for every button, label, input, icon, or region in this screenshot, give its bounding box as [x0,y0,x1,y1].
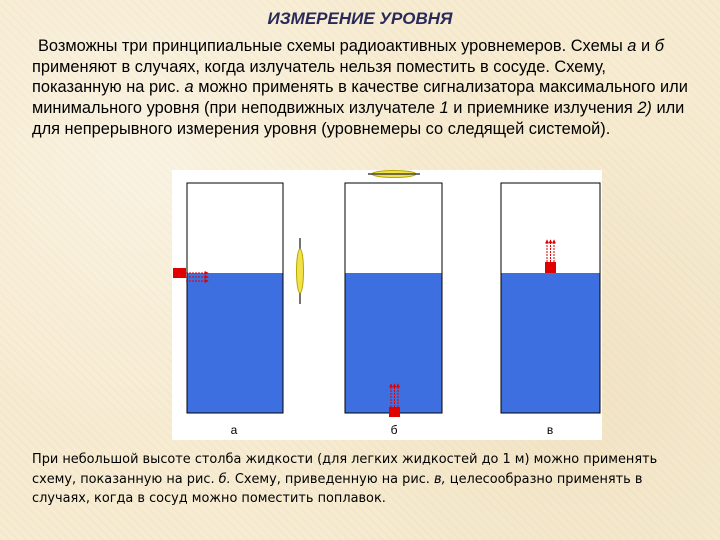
caption-paragraph [32,450,692,509]
tank-c-label: в [546,423,554,437]
detector-a-body [297,249,304,293]
tank-a-label: а [230,423,238,437]
caption-text-1: При небольшой высоте столба жидкости (для легких жидкостей до 1 м) можно применять схему, показанную на рис. [32,452,658,487]
intro-text-2: и [636,37,655,55]
caption-text-3: целесообразно применять в случаях, когда в сосуд можно поместить поплавок. [32,471,643,506]
page-title: ИЗМЕРЕНИЕ УРОВНЯ [267,9,453,28]
intro-text-6: или для непрерывного измерения уровня (уровнемеры со следящей системой). [32,99,685,138]
tank-b [345,171,442,438]
tank-a [173,183,283,437]
intro-emitter-number: 1 [439,99,449,118]
tank-c [501,183,600,437]
caption-scheme-b: б. [218,471,231,487]
tank-b-emitter [389,407,400,417]
tank-a-detector [297,238,304,304]
tank-c-float [545,262,556,273]
intro-paragraph [32,36,694,140]
intro-receiver-number: 2) [637,99,652,118]
intro-scheme-a: а [627,37,637,55]
intro-scheme-b: б [654,37,664,55]
tank-c-liquid [501,273,600,413]
tank-a-emitter [173,268,186,278]
caption-text-2: Схему, приведенную на рис. [230,471,434,487]
caption-scheme-c: в, [434,471,446,487]
intro-text-5: и приемнике излучения [448,99,638,118]
level-gauge-schemes-figure [172,170,602,440]
tank-b-label: б [390,423,398,437]
schemes-diagram [172,170,602,440]
intro-text-1: Возможны три принципиальные схемы радиоактивных уровнемеров. Схемы [38,37,628,55]
intro-text-3: применяют в случаях, когда излучатель нельзя поместить в сосуде. Схему, показанную на рис. [32,57,606,97]
intro-text-4: можно применять в качестве сигнализатора максимального или минимального уровня (при неподвижных излучателе [32,78,688,118]
intro-scheme-a-ref: а [184,78,194,97]
tank-b-liquid [345,273,442,413]
tank-a-liquid [187,273,283,413]
